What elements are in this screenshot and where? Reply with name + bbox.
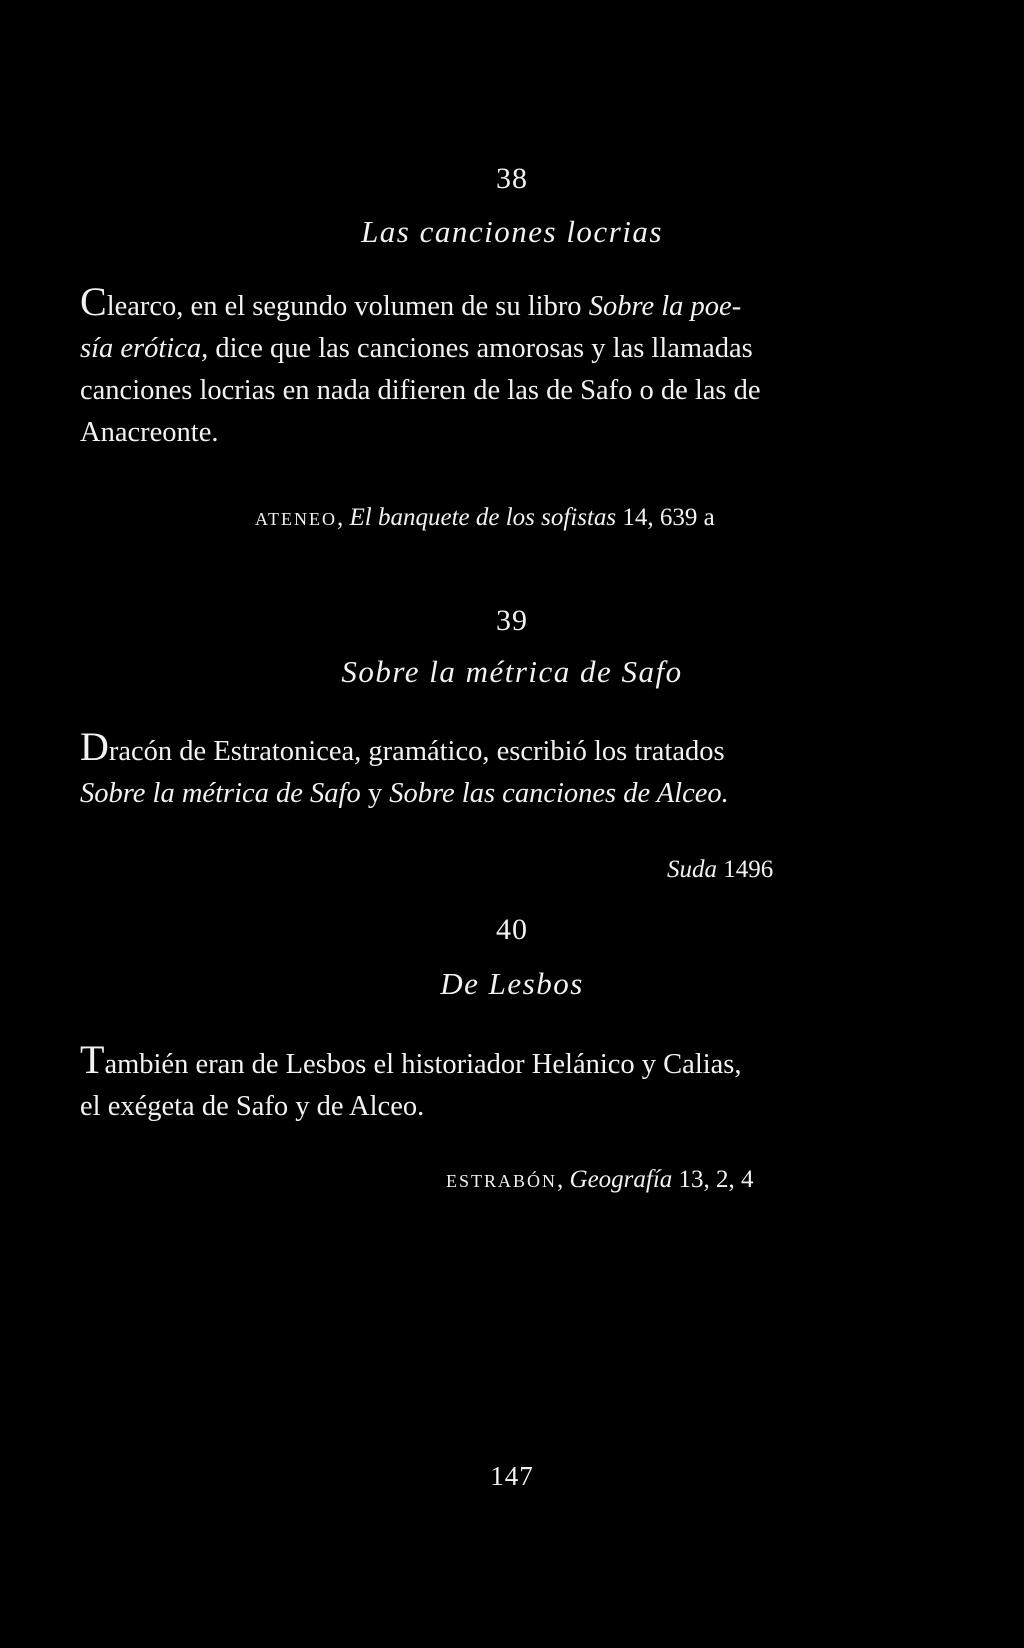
fragment-title: De Lesbos bbox=[440, 966, 584, 1001]
body-line bbox=[80, 1086, 850, 1128]
fragment-title: Sobre la métrica de Safo bbox=[341, 654, 683, 689]
work-title-italic: Sobre la métrica de Safo bbox=[80, 778, 361, 809]
fragment-body bbox=[80, 724, 850, 815]
body-text-run: racón de Estratonicea, gramático, escribió los tratados bbox=[108, 736, 725, 767]
page-number: 147 bbox=[490, 1461, 534, 1491]
body-text-run: learco, en el segundo volumen de su libro bbox=[106, 291, 589, 322]
fragment-number: 39 bbox=[496, 604, 528, 637]
body-line bbox=[80, 724, 850, 773]
work-title-italic: Sobre la poe- bbox=[588, 291, 742, 322]
fragment-number: 40 bbox=[496, 913, 528, 946]
body-line bbox=[80, 412, 850, 454]
work-title-italic: sía erótica, bbox=[80, 333, 209, 364]
citation-separator: , bbox=[557, 1166, 570, 1193]
citation-reference: 13, 2, 4 bbox=[672, 1166, 754, 1193]
body-text-run: dice que las canciones amorosas y las llamadas bbox=[208, 333, 753, 364]
fragment-body bbox=[80, 1037, 850, 1128]
citation bbox=[255, 504, 715, 532]
drop-cap: C bbox=[80, 279, 107, 324]
fragment-body bbox=[80, 279, 850, 454]
citation-work: Suda bbox=[667, 856, 717, 883]
citation bbox=[667, 856, 773, 884]
citation-work: Geografía bbox=[569, 1166, 673, 1193]
body-line bbox=[80, 1037, 850, 1086]
body-line bbox=[80, 328, 850, 370]
citation-reference: 14, 639 a bbox=[616, 504, 715, 531]
citation-reference: 1496 bbox=[717, 856, 774, 883]
body-text-run: y bbox=[360, 778, 390, 809]
body-text-run: canciones locrias en nada difieren de las de Safo o de las de bbox=[80, 375, 761, 406]
citation-work: El banquete de los sofistas bbox=[349, 504, 617, 531]
fragment-title: Las canciones locrias bbox=[361, 214, 663, 249]
body-line bbox=[80, 773, 850, 815]
fragment-number: 38 bbox=[496, 162, 528, 195]
citation-separator: , bbox=[337, 504, 350, 531]
body-line bbox=[80, 370, 850, 412]
drop-cap: D bbox=[80, 724, 109, 769]
body-text-run: el exégeta de Safo y de Alceo. bbox=[80, 1091, 425, 1122]
citation bbox=[446, 1166, 754, 1194]
work-title-italic: Sobre las canciones de Alceo. bbox=[389, 778, 729, 809]
body-text-run: ambién eran de Lesbos el historiador Helánico y Calias, bbox=[104, 1049, 742, 1080]
citation-author: estrabón bbox=[446, 1166, 558, 1193]
body-text-run: Anacreonte. bbox=[80, 417, 219, 448]
body-line bbox=[80, 279, 850, 328]
drop-cap: T bbox=[80, 1037, 105, 1082]
citation-author: ateneo bbox=[255, 504, 337, 531]
